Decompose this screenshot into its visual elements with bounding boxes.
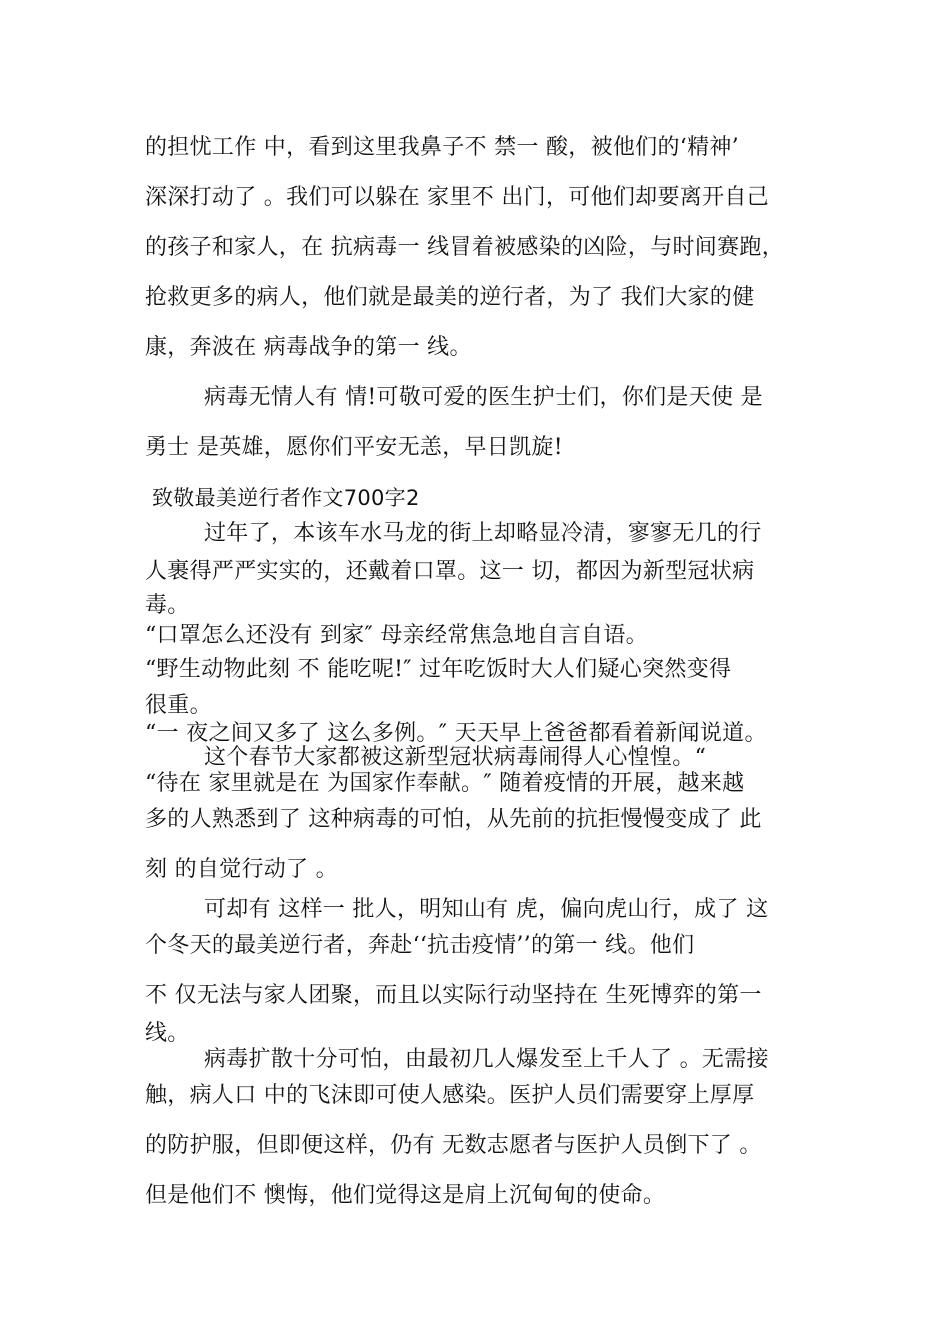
text-line: 可却有 这样一 批人，明知山有 虎，偏向虎山行，成了 这 xyxy=(204,897,769,922)
text-line: 很重。 xyxy=(145,693,212,718)
text-line: 勇士 是英雄，愿你们平安无恙，早日凯旋! xyxy=(145,435,563,460)
text-line: “口罩怎么还没有 到家″ 母亲经常焦急地自言自语。 xyxy=(145,623,648,648)
text-line: “野生动物此刻 不 能吃呢!″ 过年吃饭时大人们疑心突然变得 xyxy=(145,657,732,682)
text-line: 不 仅无法与家人团聚，而且以实际行动坚持在 生死博弈的第一 xyxy=(145,983,762,1008)
text-line: 毒。 xyxy=(145,593,190,618)
text-line: 康，奔波在 病毒战争的第一 线。 xyxy=(145,335,472,360)
text-line: 但是他们不 懊悔，他们觉得这是肩上沉甸甸的使命。 xyxy=(145,1183,666,1208)
text-line: 人裹得严严实实的，还戴着口罩。这一 切，都因为新型冠状病 xyxy=(145,559,755,584)
text-line: 这个春节大家都被这新型冠状病毒闹得人心惶惶。“ xyxy=(204,745,707,770)
text-line: “待在 家里就是在 为国家作奉献。″ 随着疫情的开展，越来越 xyxy=(145,771,745,796)
text-line: 病毒无情人有 情!可敬可爱的医生护士们，你们是天使 是 xyxy=(204,385,763,410)
text-line: 刻 的自觉行动了 。 xyxy=(145,857,338,882)
text-line: 病毒扩散十分可怕，由最初几人爆发至上千人了 。无需接 xyxy=(204,1047,769,1072)
text-line: 个冬天的最美逆行者，奔赴‘‘抗击疫情’’的第一 线。他们 xyxy=(145,933,695,958)
text-line: 的担忧工作 中，看到这里我鼻子不 禁一 酸，被他们的‘精神’ xyxy=(145,135,739,160)
section-heading: 致敬最美逆行者作文700字2 xyxy=(152,486,420,510)
text-line: 的孩子和家人，在 抗病毒一 线冒着被感染的凶险，与时间赛跑， xyxy=(145,235,784,260)
text-line: 线。 xyxy=(145,1021,190,1046)
text-line: 过年了，本该车水马龙的街上却略显冷清，寥寥无几的行 xyxy=(204,521,762,546)
text-line: 触，病人口 中的飞沫即可使人感染。医护人员们需要穿上厚厚 xyxy=(145,1083,755,1108)
text-line: 多的人熟悉到了 这种病毒的可怕，从先前的抗拒慢慢变成了 此 xyxy=(145,807,762,832)
text-line: 的防护服，但即便这样，仍有 无数志愿者与医护人员倒下了 。 xyxy=(145,1133,762,1158)
text-line: “一 夜之间又多了 这么多例。″ 天天早上爸爸都看着新闻说道。 xyxy=(145,721,767,746)
text-line: 深深打动了 。我们可以躲在 家里不 出门，可他们却要离开自己 xyxy=(145,185,769,210)
text-line: 抢救更多的病人，他们就是最美的逆行者，为了 我们大家的健 xyxy=(145,285,755,310)
